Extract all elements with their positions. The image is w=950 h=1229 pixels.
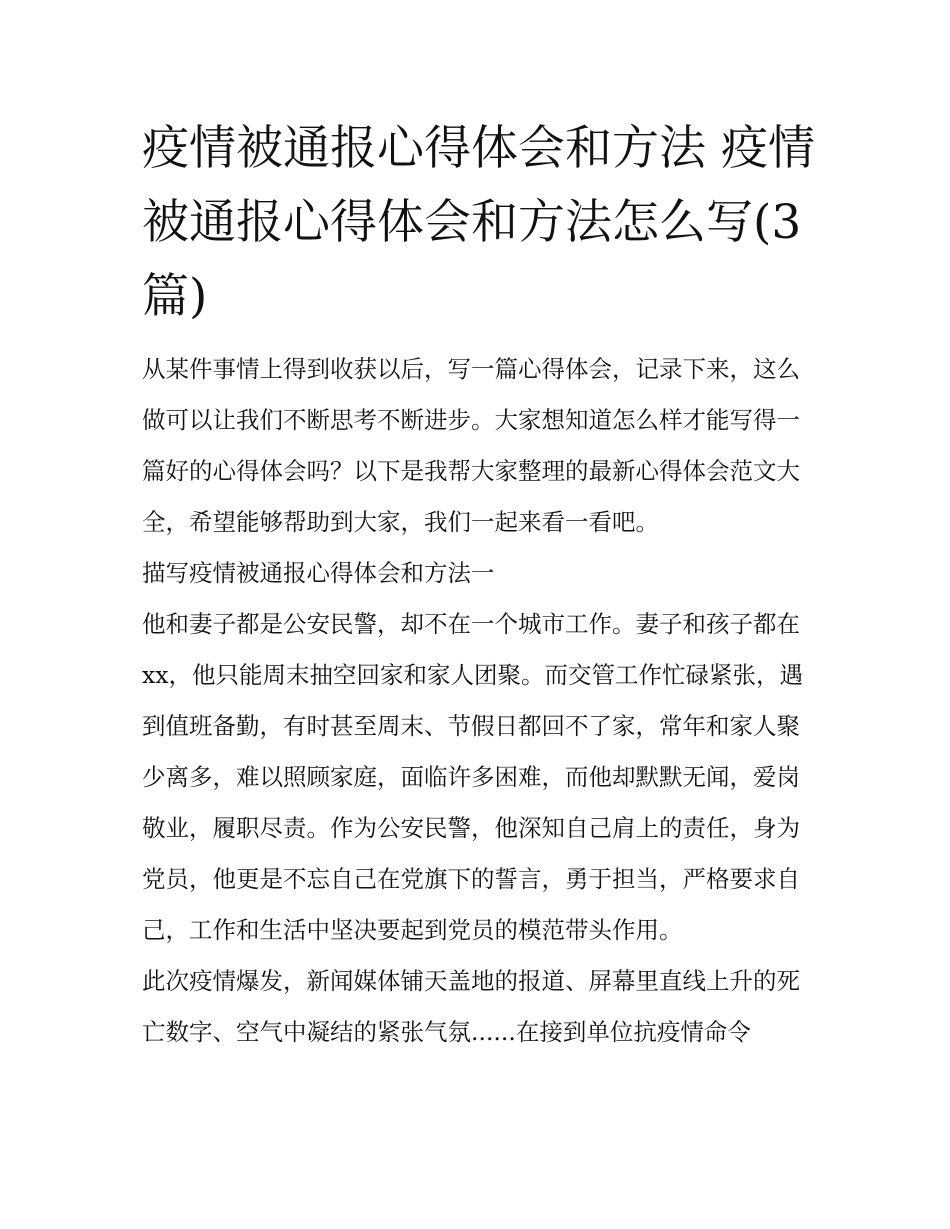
- body-paragraph-1: 他和妻子都是公安民警，却不在一个城市工作。妻子和孩子都在xx，他只能周末抽空回家和家人团聚。而交管工作忙碌紧张，遇到值班备勤，有时甚至周末、节假日都回不了家，常年和家人聚少离多，难以照顾家庭，面临许多困难，而他却默默无闻，爱岗敬业，履职尽责。作为公安民警，他深知自己肩上的责任，身为党员，他更是不忘自己在党旗下的誓言，勇于担当，严格要求自己，工作和生活中坚决要起到党员的模范带头作用。: [142, 610, 804, 944]
- document-title: 疫情被通报心得体会和方法 疫情被通报心得体会和方法怎么写(3篇): [142, 121, 815, 324]
- title-spacer: [142, 334, 822, 344]
- document-body: [142, 112, 822, 1058]
- intro-paragraph: 从某件事情上得到收获以后，写一篇心得体会，记录下来，这么做可以让我们不断思考不断进步。大家想知道怎么样才能写得一篇好的心得体会吗？以下是我帮大家整理的最新心得体会范文大全，希望能够帮助到大家，我们一起来看一看吧。: [142, 355, 800, 536]
- section-heading: 描写疫情被通报心得体会和方法一: [142, 559, 495, 587]
- body-paragraph-2: 此次疫情爆发，新闻媒体铺天盖地的报道、屏幕里直线上升的死亡数字、空气中凝结的紧张气氛......在接到单位抗疫情命令: [142, 967, 800, 1046]
